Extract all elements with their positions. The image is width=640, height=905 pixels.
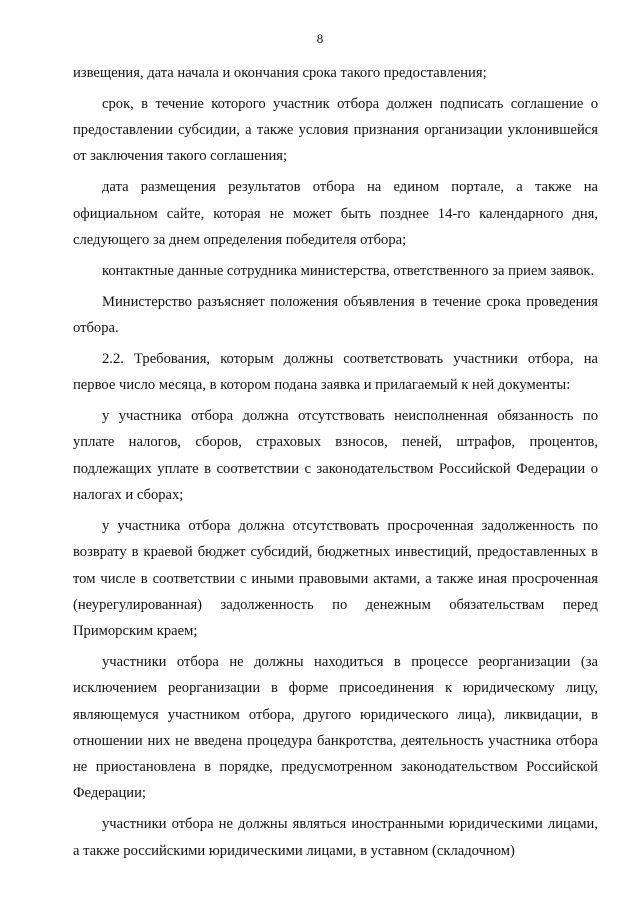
paragraph-agreement-deadline: срок, в течение которого участник отбора должен подписать соглашение о предоставлении субсидии, а также условия признания организации уклонившейся от заключения такого соглашения; xyxy=(73,95,598,165)
paragraph-ministry-clarification: Министерство разъясняет положения объявления в течение срока проведения отбора. xyxy=(73,293,598,337)
paragraph-contact-details: контактные данные сотрудника министерства, ответственного за прием заявок. xyxy=(102,262,595,279)
paragraph-budget-debt: у участника отбора должна отсутствовать просроченная задолженность по возврату в краевой бюджет субсидий, бюджетных инвестиций, предоставленных в том числе в соответствии с иными правовыми актами, а также иная просроченная (неурегулированная) задолженность по денежным обязательствам перед Приморским краем; xyxy=(73,517,598,640)
paragraph-foreign-entities: участники отбора не должны являться иностранными юридическими лицами, а также российскими юридическими лицами, в уставном (складочном) xyxy=(73,816,598,859)
document-body xyxy=(73,60,598,864)
paragraph-results-publication: дата размещения результатов отбора на едином портале, а также на официальном сайте, которая не может быть позднее 14-го календарного дня, следующего за днем определения победителя отбора; xyxy=(73,179,598,248)
paragraph-reorganization: участники отбора не должны находиться в процессе реорганизации (за исключением реорганизации в форме присоединения к юридическому лицу, являющемуся участником отбора, другого юридического лица), ликвидации, в отношении них не введена процедура банкротства, деятельность участника отбора не приостановлена в порядке, предусмотренном законодательством Российской Федерации; xyxy=(73,653,598,802)
paragraph-notice-dates: извещения, дата начала и окончания срока такого предоставления; xyxy=(73,65,487,81)
paragraph-tax-obligations: у участника отбора должна отсутствовать неисполненная обязанность по уплате налогов, сборов, страховых взносов, пеней, штрафов, процентов, подлежащих уплате в соответствии с законодательством Российской Федерации о налогах и сборах; xyxy=(73,408,598,504)
paragraph-section-2-2: 2.2. Требования, которым должны соответствовать участники отбора, на первое число месяца, в котором подана заявка и прилагаемый к ней документы: xyxy=(73,350,598,394)
page-number: 8 xyxy=(316,31,324,46)
